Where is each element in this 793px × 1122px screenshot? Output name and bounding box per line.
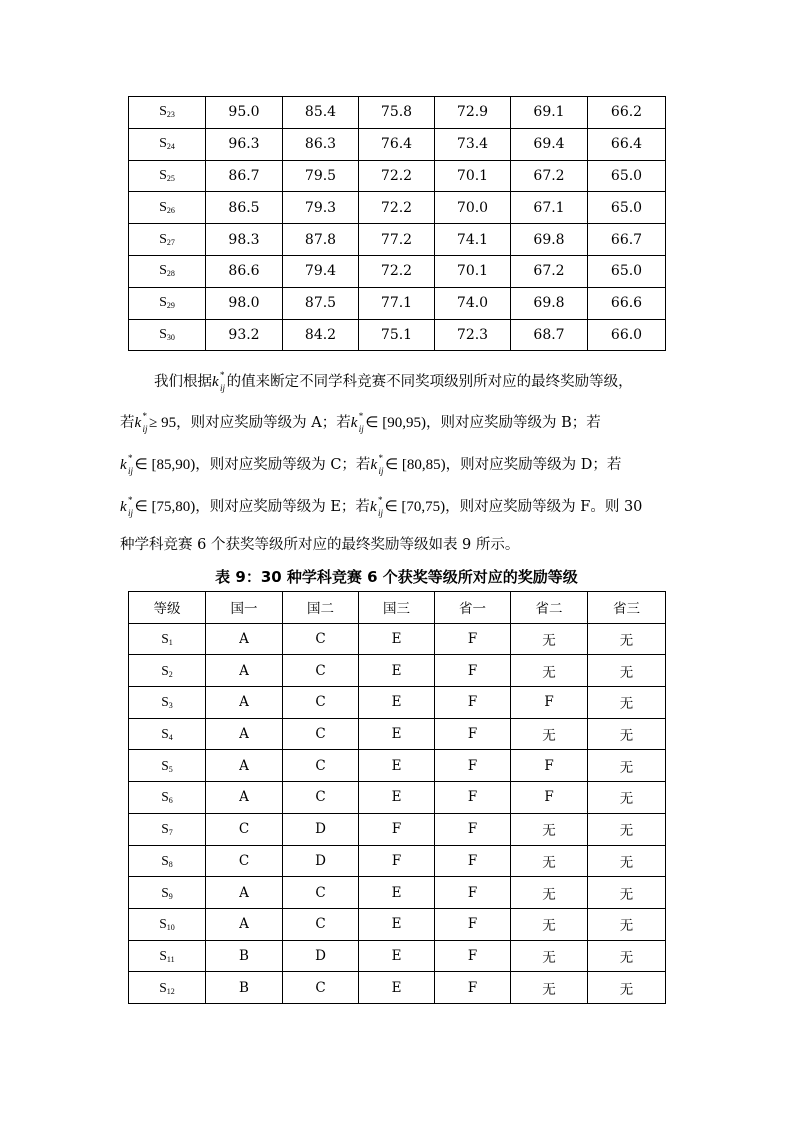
row-label: $S_{25}$ — [129, 160, 206, 192]
table-cell: 68.7 — [511, 319, 588, 351]
table-cell: 73.4 — [435, 128, 511, 160]
table-cell: B — [206, 940, 283, 972]
table-cell: 86.3 — [283, 128, 359, 160]
table-cell: 74.0 — [435, 287, 511, 319]
table-cell: 无 — [511, 877, 588, 909]
row-label: $S_{26}$ — [129, 192, 206, 224]
table-cell: 无 — [588, 623, 666, 655]
table-cell: 66.2 — [588, 97, 666, 129]
table-cell: 无 — [588, 813, 666, 845]
paragraph-line-3 — [120, 455, 676, 475]
table-cell: 70.1 — [435, 255, 511, 287]
math: ∈ [70,75) — [384, 499, 446, 515]
table-cell: 96.3 — [206, 128, 283, 160]
table-cell: E — [359, 623, 435, 655]
k-ij-symbol: k * ij — [120, 453, 134, 476]
table-row — [129, 813, 666, 845]
table-cell: A — [206, 908, 283, 940]
column-header: 省二 — [511, 592, 588, 624]
table-cell: C — [206, 813, 283, 845]
table-row — [129, 940, 666, 972]
table-cell: F — [435, 687, 511, 719]
table-cell: 67.2 — [511, 160, 588, 192]
table-cell: F — [435, 655, 511, 687]
table-cell: D — [283, 845, 359, 877]
table-cell: 76.4 — [359, 128, 435, 160]
row-label: $S_{11}$ — [129, 940, 206, 972]
table-cell: 72.2 — [359, 255, 435, 287]
table-cell: 98.0 — [206, 287, 283, 319]
table-cell: 无 — [588, 845, 666, 877]
score-table-continued — [128, 96, 666, 351]
table-cell: A — [206, 655, 283, 687]
table-cell: F — [359, 813, 435, 845]
table-cell: 72.2 — [359, 192, 435, 224]
table-cell: A — [206, 877, 283, 909]
table-row — [129, 287, 666, 319]
table-cell: 65.0 — [588, 192, 666, 224]
table-row — [129, 655, 666, 687]
text: 的值来断定不同学科竞赛不同奖项级别所对应的最终奖励等级， — [226, 374, 633, 390]
paragraph-line-5 — [120, 535, 676, 555]
column-header: 等级 — [129, 592, 206, 624]
table-cell: 98.3 — [206, 224, 283, 256]
table-cell: A — [206, 718, 283, 750]
table-cell: 84.2 — [283, 319, 359, 351]
table-cell: 无 — [588, 972, 666, 1004]
table-cell: 无 — [588, 750, 666, 782]
k-ij-symbol: k * ij — [120, 495, 134, 518]
column-header: 国一 — [206, 592, 283, 624]
row-label: $S_{28}$ — [129, 255, 206, 287]
table-row — [129, 750, 666, 782]
table-cell: F — [511, 750, 588, 782]
table-cell: F — [359, 845, 435, 877]
table-cell: 77.2 — [359, 224, 435, 256]
table-cell: B — [206, 972, 283, 1004]
row-label: $S_{10}$ — [129, 908, 206, 940]
table-cell: 无 — [511, 972, 588, 1004]
table-row — [129, 845, 666, 877]
paragraph-line-2 — [120, 413, 676, 433]
table-cell: 无 — [511, 623, 588, 655]
table-cell: 66.0 — [588, 319, 666, 351]
table-cell: 66.4 — [588, 128, 666, 160]
table-cell: 75.1 — [359, 319, 435, 351]
table-cell: 无 — [511, 845, 588, 877]
paragraph-line-4 — [120, 497, 676, 517]
row-label: $S_{30}$ — [129, 319, 206, 351]
row-label: $S_9$ — [129, 877, 206, 909]
table-cell: 无 — [511, 908, 588, 940]
table-row — [129, 224, 666, 256]
table-cell: 无 — [511, 655, 588, 687]
column-header: 省一 — [435, 592, 511, 624]
table-cell: 65.0 — [588, 255, 666, 287]
table-cell: F — [511, 687, 588, 719]
table-cell: 74.1 — [435, 224, 511, 256]
table-cell: 67.1 — [511, 192, 588, 224]
table-cell: A — [206, 750, 283, 782]
table-cell: 79.5 — [283, 160, 359, 192]
table-cell: 无 — [588, 877, 666, 909]
table-cell: 79.4 — [283, 255, 359, 287]
table-cell: 69.8 — [511, 224, 588, 256]
table-row — [129, 319, 666, 351]
table-cell: 86.5 — [206, 192, 283, 224]
table-cell: E — [359, 908, 435, 940]
table-cell: 无 — [588, 908, 666, 940]
text: ，则对应奖励等级为 A；若 — [176, 415, 351, 431]
table-cell: 无 — [511, 718, 588, 750]
math: ≥ 95 — [149, 415, 177, 431]
text: ，则对应奖励等级为 E；若 — [195, 499, 370, 515]
row-label: $S_{29}$ — [129, 287, 206, 319]
table-caption: 表 9：30 种学科竞赛 6 个获奖等级所对应的奖励等级 — [215, 568, 578, 586]
text: 若 — [120, 415, 135, 431]
table-cell: E — [359, 940, 435, 972]
table-cell: F — [435, 782, 511, 814]
row-label: $S_{27}$ — [129, 224, 206, 256]
k-ij-symbol: k * ij — [134, 411, 148, 434]
table-cell: 72.9 — [435, 97, 511, 129]
table-cell: C — [283, 687, 359, 719]
table-cell: C — [283, 750, 359, 782]
table-cell: E — [359, 750, 435, 782]
table-header-row — [129, 592, 666, 624]
table-cell: 69.4 — [511, 128, 588, 160]
table-cell: A — [206, 687, 283, 719]
k-ij-symbol: k * ij — [350, 411, 364, 434]
table-cell: F — [435, 718, 511, 750]
table-cell: 66.6 — [588, 287, 666, 319]
table-row — [129, 192, 666, 224]
table-cell: 72.2 — [359, 160, 435, 192]
table-cell: C — [283, 972, 359, 1004]
math: ∈ [90,95) — [365, 415, 426, 431]
table-cell: 70.0 — [435, 192, 511, 224]
table-cell: D — [283, 813, 359, 845]
row-label: $S_{23}$ — [129, 97, 206, 129]
table-cell: C — [283, 908, 359, 940]
table-cell: F — [435, 908, 511, 940]
row-label: $S_1$ — [129, 623, 206, 655]
table-cell: C — [283, 782, 359, 814]
table-cell: C — [283, 718, 359, 750]
table-cell: F — [511, 782, 588, 814]
table-cell: F — [435, 845, 511, 877]
table-cell: F — [435, 750, 511, 782]
math: ∈ [80,85) — [385, 457, 446, 473]
award-level-table — [128, 591, 666, 1004]
k-ij-symbol: k * ij — [370, 453, 384, 476]
row-label: $S_6$ — [129, 782, 206, 814]
table-cell: 86.7 — [206, 160, 283, 192]
text: 种学科竞赛 6 个获奖等级所对应的最终奖励等级如表 9 所示。 — [120, 537, 520, 553]
table-cell: 72.3 — [435, 319, 511, 351]
text: 我们根据 — [154, 374, 212, 390]
table-cell: 87.5 — [283, 287, 359, 319]
table-row — [129, 877, 666, 909]
table-cell: 65.0 — [588, 160, 666, 192]
table-row — [129, 97, 666, 129]
table-cell: 75.8 — [359, 97, 435, 129]
table-cell: 无 — [588, 782, 666, 814]
text: ，则对应奖励等级为 B；若 — [425, 415, 601, 431]
table-cell: C — [283, 623, 359, 655]
table-cell: E — [359, 972, 435, 1004]
text: ，则对应奖励等级为 F。则 30 — [445, 499, 643, 515]
row-label: $S_{24}$ — [129, 128, 206, 160]
table-row — [129, 623, 666, 655]
text: ，则对应奖励等级为 D；若 — [445, 457, 622, 473]
table-cell: 67.2 — [511, 255, 588, 287]
table-cell: 70.1 — [435, 160, 511, 192]
table-cell: F — [435, 877, 511, 909]
table-cell: C — [283, 877, 359, 909]
math: ∈ [75,80) — [134, 499, 196, 515]
table-cell: 93.2 — [206, 319, 283, 351]
table-row — [129, 255, 666, 287]
paragraph-line-1 — [120, 372, 710, 392]
table-row — [129, 687, 666, 719]
table-cell: E — [359, 687, 435, 719]
table-cell: 无 — [511, 940, 588, 972]
row-label: $S_3$ — [129, 687, 206, 719]
table-cell: E — [359, 877, 435, 909]
table-cell: E — [359, 782, 435, 814]
table-row — [129, 782, 666, 814]
table-cell: 69.1 — [511, 97, 588, 129]
table-cell: F — [435, 940, 511, 972]
row-label: $S_{12}$ — [129, 972, 206, 1004]
row-label: $S_8$ — [129, 845, 206, 877]
table-row — [129, 718, 666, 750]
row-label: $S_7$ — [129, 813, 206, 845]
column-header: 国二 — [283, 592, 359, 624]
column-header: 省三 — [588, 592, 666, 624]
table-cell: 无 — [588, 940, 666, 972]
table-cell: E — [359, 655, 435, 687]
table-row — [129, 908, 666, 940]
k-ij-symbol: k * ij — [369, 495, 383, 518]
column-header: 国三 — [359, 592, 435, 624]
table-cell: F — [435, 623, 511, 655]
table-cell: 95.0 — [206, 97, 283, 129]
table-cell: 无 — [588, 655, 666, 687]
table-cell: C — [283, 655, 359, 687]
table-cell: 69.8 — [511, 287, 588, 319]
table-cell: F — [435, 972, 511, 1004]
table-cell: 87.8 — [283, 224, 359, 256]
table-cell: 85.4 — [283, 97, 359, 129]
row-label: $S_2$ — [129, 655, 206, 687]
table-cell: D — [283, 940, 359, 972]
table-row — [129, 972, 666, 1004]
text: ，则对应奖励等级为 C；若 — [195, 457, 371, 473]
table-cell: 79.3 — [283, 192, 359, 224]
k-ij-symbol: k * ij — [212, 370, 226, 393]
math: ∈ [85,90) — [134, 457, 196, 473]
table-row — [129, 160, 666, 192]
table-cell: 66.7 — [588, 224, 666, 256]
table-cell: A — [206, 623, 283, 655]
table-row — [129, 128, 666, 160]
table-cell: 无 — [588, 687, 666, 719]
table-cell: E — [359, 718, 435, 750]
table-cell: 77.1 — [359, 287, 435, 319]
row-label: $S_5$ — [129, 750, 206, 782]
table-cell: C — [206, 845, 283, 877]
table-cell: 86.6 — [206, 255, 283, 287]
table-cell: F — [435, 813, 511, 845]
table-cell: A — [206, 782, 283, 814]
table-cell: 无 — [511, 813, 588, 845]
table-cell: 无 — [588, 718, 666, 750]
row-label: $S_4$ — [129, 718, 206, 750]
